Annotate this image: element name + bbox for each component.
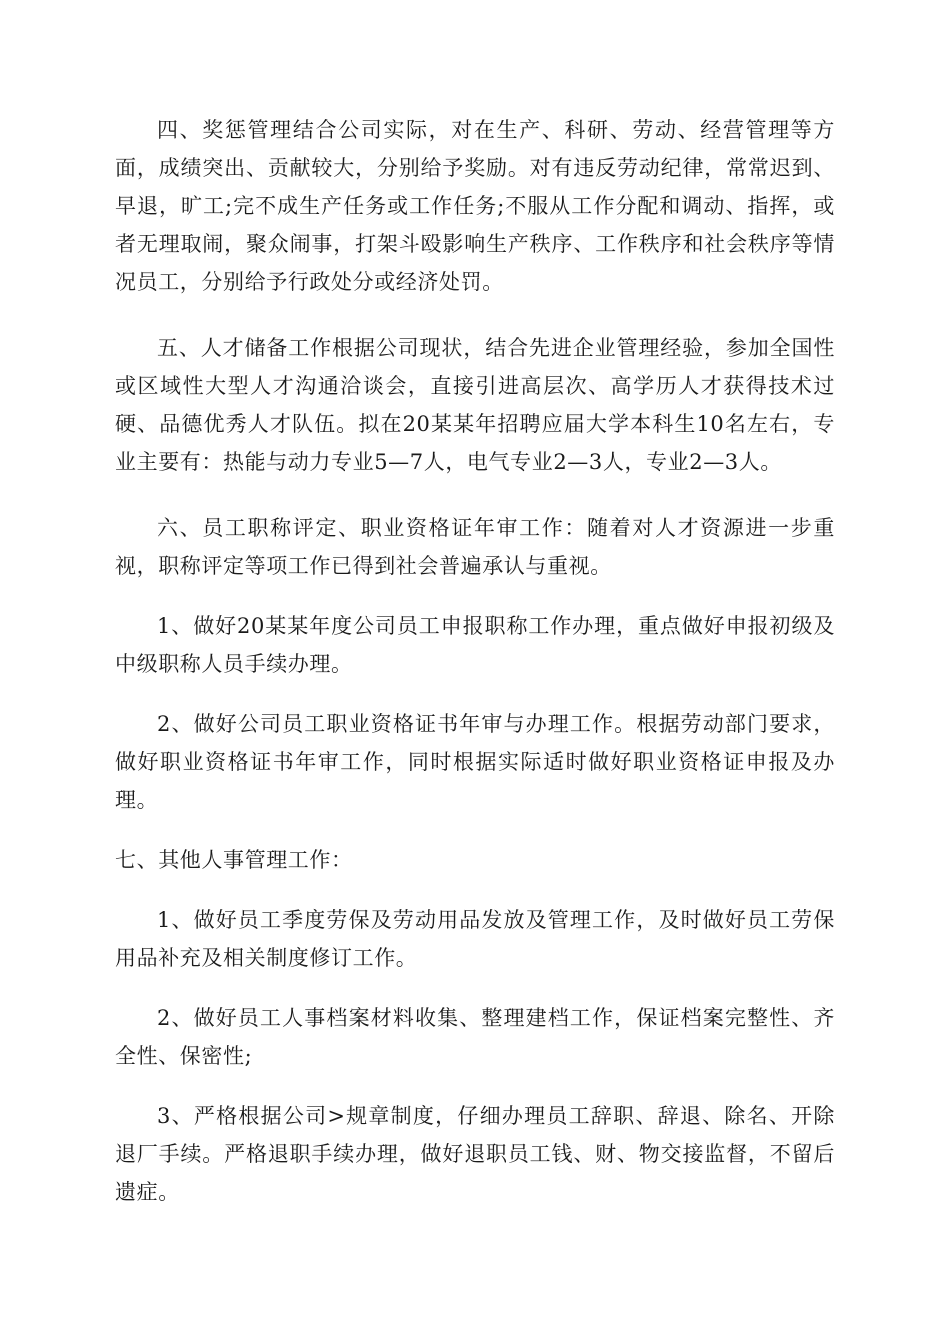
paragraph-title-evaluation: 六、员工职称评定、职业资格证年审工作：随着对人才资源进一步重视，职称评定等项工作已得到社会普遍承认与重视。 — [115, 516, 835, 578]
paragraph-talent-reserve: 五、人才储备工作根据公司现状，结合先进企业管理经验，参加全国性或区域性大型人才沟通洽谈会，直接引进高层次、高学历人才获得技术过硬、品德优秀人才队伍。拟在20某某年招聘应届大学本科生10名左右，专业主要有：热能与动力专业5—7人，电气专业2—3人，专业2—3人。 — [115, 336, 835, 474]
paragraph-title-item-1: 1、做好20某某年度公司员工申报职称工作办理，重点做好申报初级及中级职称人员手续办理。 — [115, 614, 835, 676]
paragraph-other-item-1: 1、做好员工季度劳保及劳动用品发放及管理工作，及时做好员工劳保用品补充及相关制度修订工作。 — [115, 908, 835, 970]
paragraph-title-item-2: 2、做好公司员工职业资格证书年审与办理工作。根据劳动部门要求，做好职业资格证书年审工作，同时根据实际适时做好职业资格证申报及办理。 — [115, 712, 835, 812]
paragraph-other-hr-heading: 七、其他人事管理工作： — [115, 848, 353, 872]
paragraph-other-item-2: 2、做好员工人事档案材料收集、整理建档工作，保证档案完整性、齐全性、保密性; — [115, 1006, 835, 1068]
paragraph-rewards-penalties: 四、奖惩管理结合公司实际，对在生产、科研、劳动、经营管理等方面，成绩突出、贡献较大，分别给予奖励。对有违反劳动纪律，常常迟到、早退，旷工;完不成生产任务或工作任务;不服从工作分配和调动、指挥，或者无理取闹，聚众闹事，打架斗殴影响生产秩序、工作秩序和社会秩序等情况员工，分别给予行政处分或经济处罚。 — [115, 118, 835, 294]
document-body — [115, 111, 835, 1211]
paragraph-other-item-3: 3、严格根据公司>规章制度，仔细办理员工辞职、辞退、除名、开除退厂手续。严格退职手续办理，做好退职员工钱、财、物交接监督，不留后遗症。 — [115, 1104, 835, 1204]
